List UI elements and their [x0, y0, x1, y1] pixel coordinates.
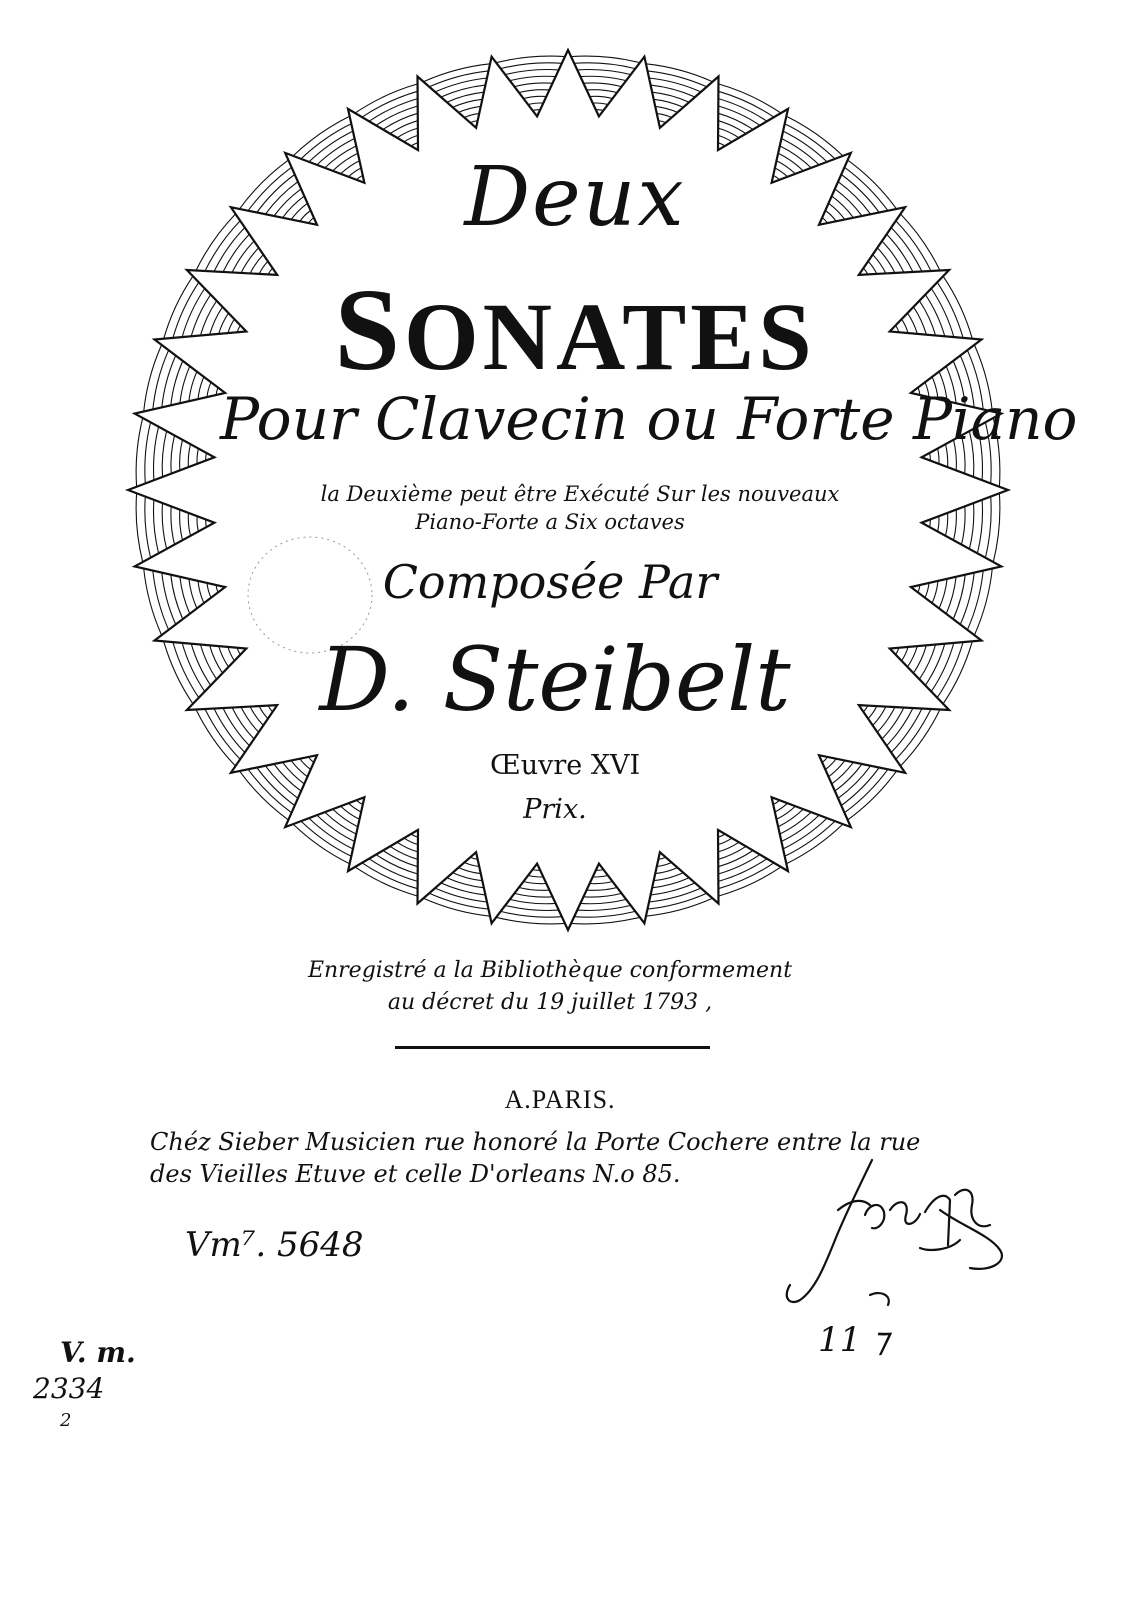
publisher-address-line-2: des Vieilles Etuve et celle D'orleans N.o 85.: [150, 1160, 681, 1188]
opus-number: Œuvre XVI: [490, 750, 641, 781]
publisher-address-line-1: Chéz Sieber Musicien rue honoré la Porte Cochere entre la rue: [150, 1128, 921, 1156]
composed-by-line: Composée Par: [382, 555, 718, 609]
registration-line-1: Enregistré a la Bibliothèque conformement: [307, 958, 793, 983]
vm-sub-number: 2: [60, 1410, 72, 1431]
title-sonates-rest: ONATES: [403, 283, 816, 390]
second-sonata-note: la Deuxième peut être Exécuté Sur les nouveaux: [320, 482, 840, 506]
price-label: Prix.: [523, 794, 587, 825]
vm-number: 2334: [33, 1372, 105, 1405]
title-sonates-initial: S: [334, 264, 404, 395]
composer-name: D. Steibelt: [319, 628, 791, 731]
shelfmark-annotation: Vm⁷. 5648: [185, 1225, 364, 1265]
vm-label: V. m.: [60, 1336, 136, 1369]
six-octave-note: Piano-Forte a Six octaves: [415, 510, 685, 534]
title-deux: Deux: [464, 150, 686, 245]
registration-line-2: au décret du 19 juillet 1793 ,: [387, 990, 713, 1015]
handwritten-number: 11 ⁊: [818, 1320, 889, 1360]
instrument-line: Pour Clavecin ou Forte Piano: [220, 385, 1078, 453]
imprint-city: A.PARIS.: [504, 1085, 616, 1114]
